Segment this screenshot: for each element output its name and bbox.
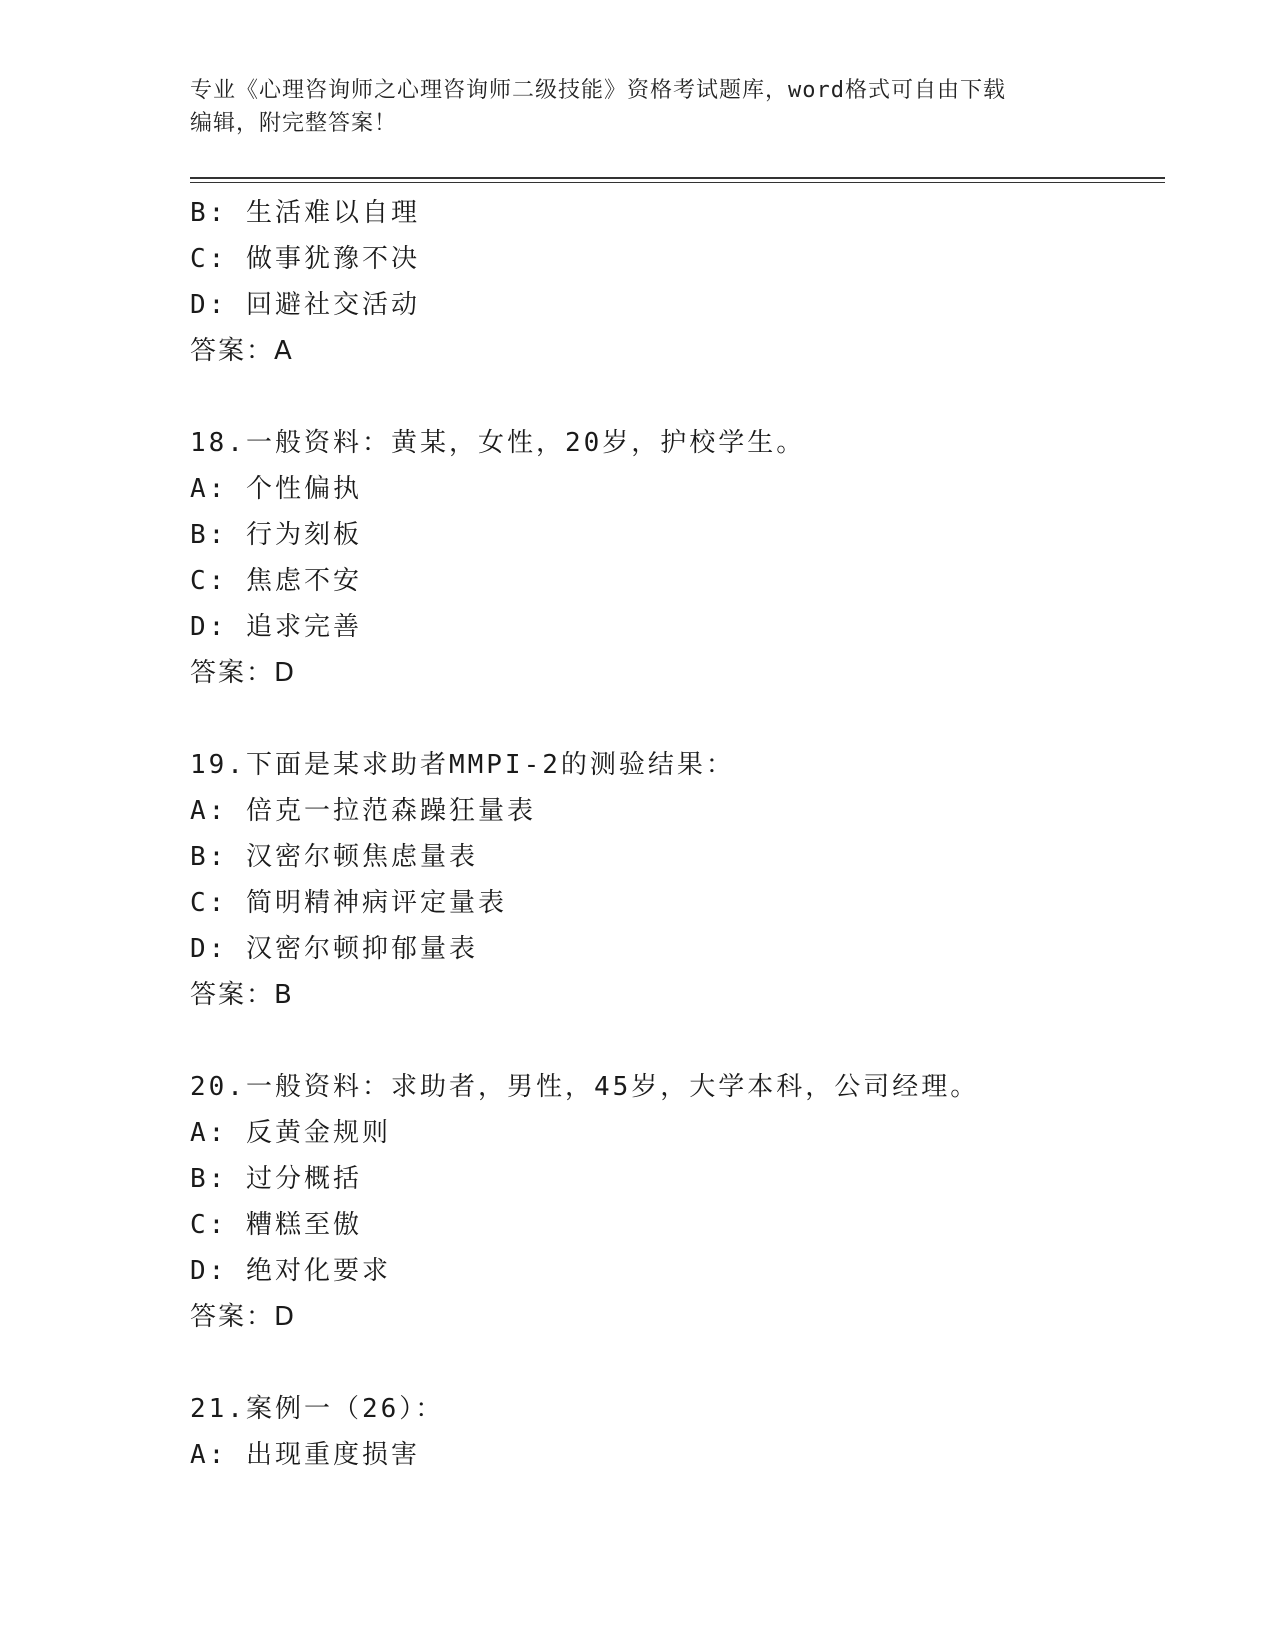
header-divider-thin [190, 182, 1165, 183]
question-block-18 [190, 420, 1165, 696]
answer-line: 答案：D [190, 1302, 297, 1332]
document-header [190, 74, 1090, 140]
option-d: D: 绝对化要求 [190, 1256, 391, 1286]
option-a: A: 倍克一拉范森躁狂量表 [190, 796, 536, 826]
spacer [190, 1340, 1165, 1386]
question-block-19 [190, 742, 1165, 1018]
option-a: A: 反黄金规则 [190, 1118, 391, 1148]
header-line-1: 专业《心理咨询师之心理咨询师二级技能》资格考试题库，word格式可自由下载 [190, 78, 1006, 103]
option-c: C: 做事犹豫不决 [190, 244, 420, 274]
question-stem: 19.下面是某求助者MMPI-2的测验结果： [190, 750, 735, 780]
spacer [190, 1018, 1165, 1064]
header-line-2: 编辑，附完整答案！ [190, 111, 398, 136]
header-divider-thick [190, 177, 1165, 179]
option-a: A: 出现重度损害 [190, 1440, 420, 1470]
document-body [190, 190, 1165, 1478]
spacer [190, 696, 1165, 742]
option-d: D: 汉密尔顿抑郁量表 [190, 934, 478, 964]
question-block-21 [190, 1386, 1165, 1478]
answer-line: 答案：A [190, 336, 294, 366]
option-d: D: 回避社交活动 [190, 290, 420, 320]
option-b: B: 生活难以自理 [190, 198, 420, 228]
spacer [190, 374, 1165, 420]
option-d: D: 追求完善 [190, 612, 362, 642]
question-stem: 18.一般资料：黄某，女性，20岁，护校学生。 [190, 428, 806, 458]
option-b: B: 行为刻板 [190, 520, 362, 550]
question-stem: 21.案例一（26）： [190, 1394, 445, 1424]
question-block-partial [190, 190, 1165, 374]
answer-line: 答案：B [190, 980, 294, 1010]
option-c: C: 糟糕至傲 [190, 1210, 362, 1240]
answer-line: 答案：D [190, 658, 297, 688]
question-stem: 20.一般资料：求助者，男性，45岁，大学本科，公司经理。 [190, 1072, 980, 1102]
question-block-20 [190, 1064, 1165, 1340]
option-c: C: 焦虑不安 [190, 566, 362, 596]
option-b: B: 过分概括 [190, 1164, 362, 1194]
option-a: A: 个性偏执 [190, 474, 362, 504]
option-b: B: 汉密尔顿焦虑量表 [190, 842, 478, 872]
option-c: C: 简明精神病评定量表 [190, 888, 507, 918]
